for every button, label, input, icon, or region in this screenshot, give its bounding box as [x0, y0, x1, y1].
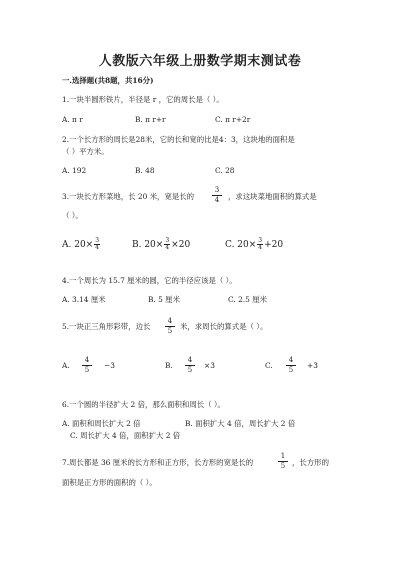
q3-option-c[interactable]: C. 20× $\frac{3}{4}$ +20 [225, 237, 284, 251]
question-1-stem: 1.一块半圆形铁片，半径是 r ，它的周长是（ ）。 [62, 95, 224, 104]
question-3-stem-line2: （ ）。 [62, 211, 83, 220]
q3-option-b[interactable]: B. 20× $\frac{3}{4}$ ×20 [132, 237, 191, 251]
q5-option-a-op: −3 [104, 361, 115, 370]
q3-stem-fraction: $\frac{3}{4}$ [212, 186, 222, 205]
q5-stem-fraction: $\frac{4}{5}$ [165, 317, 175, 336]
q5-option-c[interactable]: C. [265, 361, 273, 370]
q5-option-a[interactable]: A. [62, 361, 70, 370]
q4-option-c[interactable]: C. 2.5 厘米 [228, 295, 267, 304]
question-7-stem-line2: 面积是正方形的面积的（ ）。 [62, 478, 157, 487]
q5-option-c-fraction: $\frac{4}{5}$ [286, 356, 296, 375]
page-title: 人教版六年级上册数学期末测试卷 [98, 54, 302, 69]
section-heading: 一.选择题(共8题，共16分) [62, 76, 154, 85]
q2-option-c[interactable]: C. 28 [215, 166, 235, 175]
question-5-stem: 5.一块正三角形彩带，边长 [62, 322, 151, 331]
q4-option-a[interactable]: A. 3.14 厘米 [62, 295, 106, 304]
q1-option-c[interactable]: C. π r+2r [215, 115, 251, 124]
question-2-stem: 2.一个长方形的周长是28米，它的长和宽的比是4：3，这块地的面积是 [62, 135, 295, 144]
question-5-stem-tail: 米，求周长的算式是（ ）。 [180, 322, 268, 331]
question-3-stem: 3.一块长方形菜地，长 20 米，宽是长的 [62, 192, 195, 201]
q5-option-b-fraction: $\frac{4}{5}$ [185, 356, 195, 375]
question-3-stem-tail: ，求这块菜地面积的算式是 [228, 192, 317, 201]
q6-option-c[interactable]: C. 周长扩大 4 倍，面积扩大 2 倍 [70, 431, 181, 440]
q5-option-c-op: +3 [307, 361, 318, 370]
question-2-stem-line2: （ ）平方米。 [62, 147, 109, 156]
q2-option-b[interactable]: B. 48 [135, 166, 155, 175]
question-7-stem: 7.周长都是 36 厘米的长方形和正方形，长方形的宽是长的 [62, 458, 254, 467]
q5-option-b-op: ×3 [204, 361, 215, 370]
question-6-stem: 6.一个圆的半径扩大 2 倍，那么面积和周长（ ）。 [62, 400, 225, 409]
question-4-stem: 4.一个周长为 15.7 厘米的圆，它的半径应该是（ ）。 [62, 276, 237, 285]
q1-option-b[interactable]: B. π r+r [135, 115, 166, 124]
question-7-stem-tail: ，长方形的 [292, 458, 329, 467]
q5-option-a-fraction: $\frac{4}{5}$ [82, 356, 92, 375]
q5-option-b[interactable]: B. [165, 361, 173, 370]
q6-option-b[interactable]: B. 面积扩大 4 倍，周长扩大 2 倍 [185, 419, 296, 428]
q6-option-a[interactable]: A. 面积和周长扩大 2 倍 [62, 419, 141, 428]
q7-stem-fraction: $\frac{1}{5}$ [278, 452, 288, 471]
q1-option-a[interactable]: A. π r [62, 115, 83, 124]
q4-option-b[interactable]: B. 5 厘米 [148, 295, 180, 304]
q2-option-a[interactable]: A. 192 [62, 166, 87, 175]
q3-option-a[interactable]: A. 20× $\frac{3}{4}$ [62, 237, 100, 251]
